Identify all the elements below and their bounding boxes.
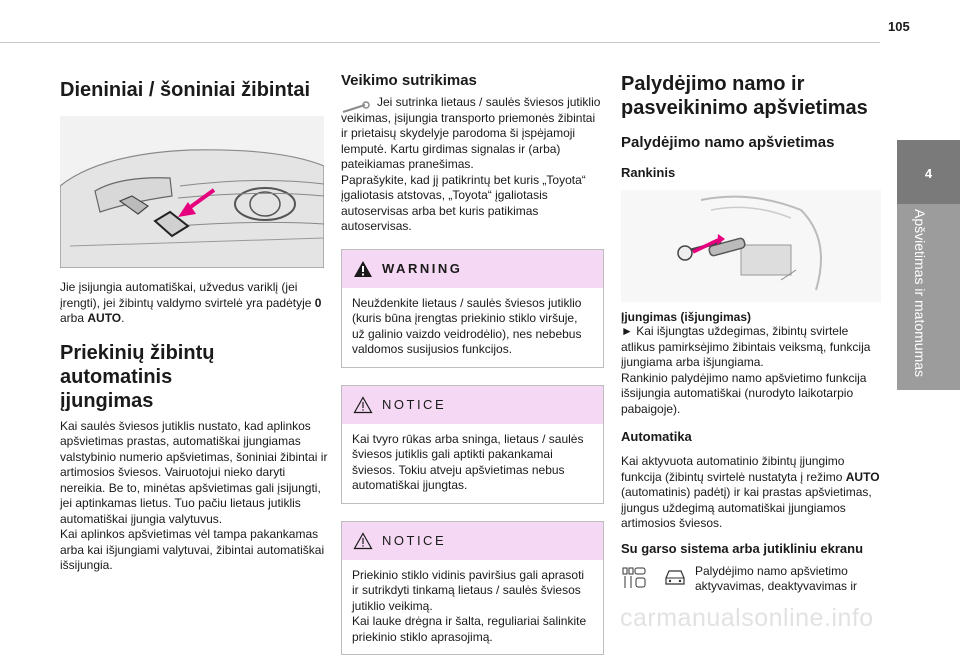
section-title-auto-headlights: Priekinių žibintų automatinis įjungimas xyxy=(60,341,330,413)
stalk-illustration xyxy=(621,190,881,302)
malfunction-text-1: Jei sutrinka lietaus / saulės šviesos jutiklio veikimas, įsijungia transporto priemonės žibintai ir prietaisų skydelyje parodoma ši įspėjamoji lemputė. Kartu girdimas signalas ir (arba) pateikiamas pranešimas. xyxy=(341,95,604,173)
chapter-tab[interactable] xyxy=(897,140,960,390)
notice-icon xyxy=(353,532,373,550)
onoff-text-2: Rankinio palydėjimo namo apšvietimo funkcija išsijungia automatiškai (nurodyto laikotarpio pabaigoje). xyxy=(621,371,883,418)
chapter-title: Apšvietimas ir matomumas xyxy=(912,209,928,377)
warning-band xyxy=(342,250,603,288)
headlight-illustration xyxy=(60,116,324,268)
warning-icon xyxy=(353,260,373,278)
notice-text-2a: Priekinio stiklo vidinis paviršius gali aprasoti ir sutrikdyti tinkamą lietaus / saulės šviesos jutiklio veikimą. xyxy=(352,568,593,615)
warning-label: WARNING xyxy=(382,261,462,276)
page-number: 105 xyxy=(888,19,910,34)
auto-headlights-text-2: Kai aplinkos apšvietimas vėl tampa pakankamas arba kai išjungiami valytuvai, žibintai automatiškai išsijungia. xyxy=(60,527,330,574)
vehicle-icon xyxy=(663,568,687,588)
notice-icon xyxy=(353,396,373,414)
notice-label-2: NOTICE xyxy=(382,533,446,548)
automatic-heading: Automatika xyxy=(621,429,883,444)
column-2 xyxy=(341,62,604,655)
car-front-icon xyxy=(60,116,324,268)
malfunction-text-2: Paprašykite, kad jį patikrintų bet kuris „Toyota“ įgaliotasis atstovas, „Toyota“ įgaliotasis autoservisas arba bet kuris patikimas autoservisas. xyxy=(341,173,604,235)
malfunction-block xyxy=(341,95,604,235)
malfunction-title: Veikimo sutrikimas xyxy=(341,72,604,89)
column-3 xyxy=(621,62,883,598)
onoff-heading: Įjungimas (išjungimas) xyxy=(621,310,883,324)
guide-me-home-title: Palydėjimo namo ir pasveikinimo apšvietimas xyxy=(621,72,883,120)
notice-band-2 xyxy=(342,522,603,560)
wrench-icon xyxy=(341,101,371,115)
notice-callout-1 xyxy=(341,385,604,504)
chapter-number-box xyxy=(897,140,960,204)
section-title-daytime-lights: Dieniniai / šoniniai žibintai xyxy=(60,78,330,102)
menu-settings-icon xyxy=(621,567,647,589)
warning-text: Neuždenkite lietaus / saulės šviesos jutiklio (kuris būna įrengtas priekinio stiklo viršuje, už galinio vaizdo veidrodėlio), nes nebebus valdomos susijusios funkcijos. xyxy=(352,296,593,358)
light-stalk-icon xyxy=(621,190,881,302)
manual-heading: Rankinis xyxy=(621,165,883,180)
audio-block xyxy=(621,564,883,598)
warning-callout xyxy=(341,249,604,368)
notice-label-1: NOTICE xyxy=(382,397,446,412)
notice-band-1 xyxy=(342,386,603,424)
auto-headlights-text-1: Kai saulės šviesos jutiklis nustato, kad aplinkos apšvietimas prastas, automatiškai įjungiamas valstybinio numerio apšvietimas, šoniniai žibintai ir artimosios šviesos. Vairuotojui nieko daryti nereikia. Be to, minėtas apšvietimas gali įsijungti, jei aptinkamas lietus. Tuo pačiu lietaus jutiklis automatiškai įjungia valytuvus. xyxy=(60,419,330,528)
guide-me-home-subtitle: Palydėjimo namo apšvietimas xyxy=(621,134,883,151)
audio-heading: Su garso sistema arba jutikliniu ekranu xyxy=(621,541,883,556)
watermark: carmanualsonline.info xyxy=(620,604,874,633)
automatic-text: Kai aktyvuota automatinio žibintų įjungimo funkcija (žibintų svirtelė nustatyta į režimo AUTO (automatinis) padėtį) ir kai prastas apšvietimas, įjungus uždegimą automatiškai įjungiamos artimosios šviesos. xyxy=(621,454,883,532)
daytime-lights-text: Jie įsijungia automatiškai, užvedus variklį (jei įrengti), jei žibintų valdymo svirtelė yra padėtyje 0 arba AUTO. xyxy=(60,280,330,327)
audio-text: Palydėjimo namo apšvietimo aktyvavimas, deaktyvavimas ir xyxy=(695,564,883,595)
column-1 xyxy=(60,62,330,574)
notice-callout-2 xyxy=(341,521,604,655)
notice-text-1: Kai tvyro rūkas arba sninga, lietaus / saulės šviesos jutiklis gali aptikti pakankamai šviesos. Tokiu atveju apšvietimas nebus automatiškai įjungtas. xyxy=(352,432,593,494)
chapter-number: 4 xyxy=(897,166,960,181)
onoff-text-1: ► Kai išjungtas uždegimas, žibintų svirtele atlikus pamirksėjimo žibintais veiksmą, funkcija įjungiama arba išjungiama. xyxy=(621,324,883,371)
notice-text-2b: Kai lauke drėgna ir šalta, reguliariai šalinkite priekinio stiklo aprasojimą. xyxy=(352,614,593,645)
header-rule xyxy=(0,42,880,43)
